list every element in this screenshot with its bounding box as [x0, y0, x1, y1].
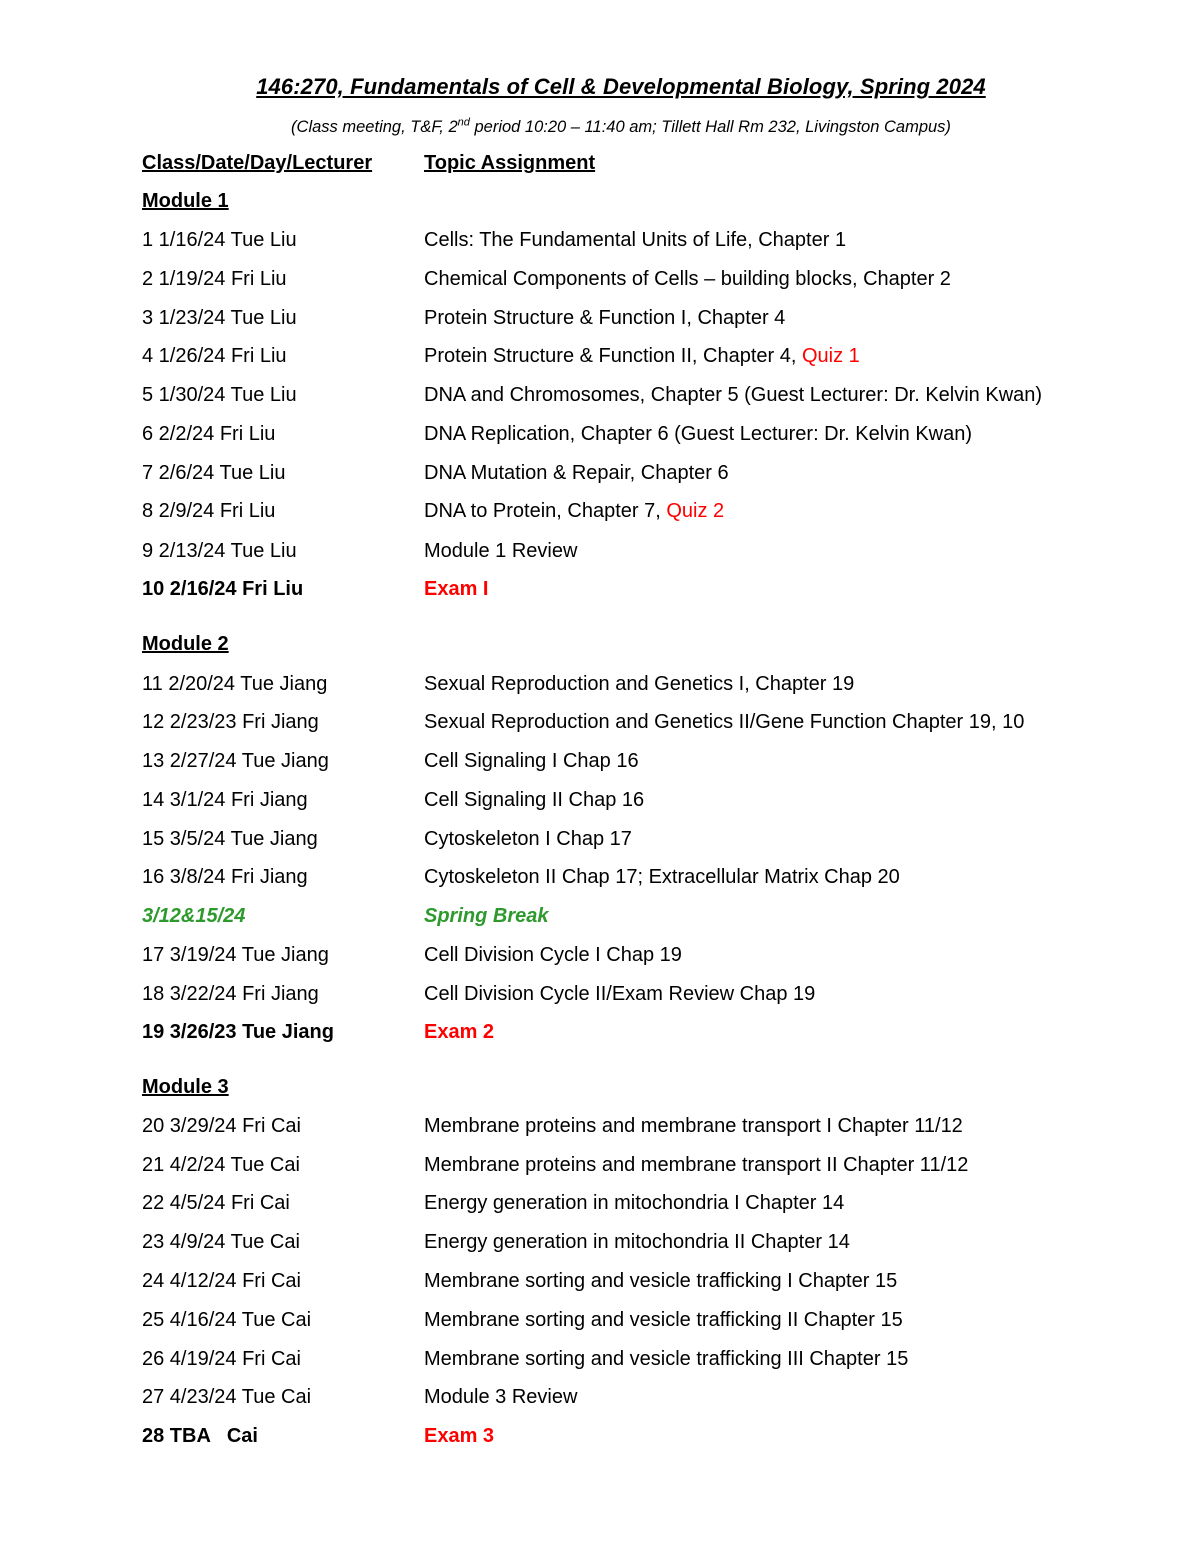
class-date-lecturer: 12 2/23/23 Fri Jiang	[142, 711, 319, 733]
subtitle-sup: nd	[457, 116, 470, 129]
topic-assignment: Membrane proteins and membrane transport II Chapter 11/12	[424, 1154, 969, 1176]
class-date-lecturer: 14 3/1/24 Fri Jiang	[142, 789, 308, 811]
topic-assignment: Cell Signaling I Chap 16	[424, 750, 639, 772]
document-title: 146:270, Fundamentals of Cell & Developmental Biology, Spring 2024	[256, 74, 986, 99]
class-date-lecturer: 7 2/6/24 Tue Liu	[142, 462, 286, 484]
class-date-lecturer: 28 TBA Cai	[142, 1425, 258, 1447]
topic-assignment	[424, 500, 724, 523]
class-date-lecturer: 19 3/26/23 Tue Jiang	[142, 1021, 334, 1043]
topic-assignment: Module 1 Review	[424, 540, 578, 562]
topic-assignment: Module 3 Review	[424, 1386, 578, 1408]
subtitle-post: period 10:20 – 11:40 am; Tillett Hall Rm 232, Livingston Campus)	[469, 118, 951, 136]
class-date-lecturer: 26 4/19/24 Fri Cai	[142, 1348, 301, 1370]
topic-assignment	[424, 345, 860, 368]
class-date-lecturer: 1 1/16/24 Tue Liu	[142, 229, 297, 251]
topic-assignment: Chemical Components of Cells – building blocks, Chapter 2	[424, 268, 951, 290]
topic-assignment: Energy generation in mitochondria I Chapter 14	[424, 1192, 845, 1214]
class-date-lecturer: 17 3/19/24 Tue Jiang	[142, 944, 329, 966]
topic-assignment: DNA and Chromosomes, Chapter 5 (Guest Lecturer: Dr. Kelvin Kwan)	[424, 384, 1043, 406]
class-date-lecturer: 10 2/16/24 Fri Liu	[142, 578, 304, 600]
class-date-lecturer: 18 3/22/24 Fri Jiang	[142, 983, 319, 1005]
exam-label: Exam 3	[424, 1425, 495, 1447]
module-heading-text: Module 3	[142, 1076, 229, 1098]
topic-assignment: DNA Replication, Chapter 6 (Guest Lecturer: Dr. Kelvin Kwan)	[424, 423, 973, 445]
topic-assignment: Cell Division Cycle I Chap 19	[424, 944, 682, 966]
class-date-lecturer: 25 4/16/24 Tue Cai	[142, 1309, 312, 1331]
document-subtitle	[0, 118, 1200, 137]
topic-assignment: Cytoskeleton II Chap 17; Extracellular Matrix Chap 20	[424, 866, 900, 888]
topic-assignment: DNA Mutation & Repair, Chapter 6	[424, 462, 729, 484]
break-label: Spring Break	[424, 905, 549, 927]
module-heading-text: Module 2	[142, 633, 229, 655]
topic-text: Protein Structure & Function II, Chapter 4,	[424, 345, 802, 367]
class-date-lecturer: 9 2/13/24 Tue Liu	[142, 540, 297, 562]
class-date-lecturer: 21 4/2/24 Tue Cai	[142, 1154, 300, 1176]
topic-assignment: Sexual Reproduction and Genetics II/Gene Function Chapter 19, 10	[424, 711, 1025, 733]
module-heading-text: Module 1	[142, 190, 229, 212]
quiz-note: Quiz 2	[666, 500, 725, 522]
class-date-lecturer: 11 2/20/24 Tue Jiang	[142, 673, 328, 695]
class-date-lecturer: 15 3/5/24 Tue Jiang	[142, 828, 318, 850]
topic-assignment: Protein Structure & Function I, Chapter 4	[424, 307, 786, 329]
class-date-lecturer: 3 1/23/24 Tue Liu	[142, 307, 297, 329]
exam-label: Exam I	[424, 578, 489, 600]
quiz-note: Quiz 1	[801, 345, 860, 367]
exam-label: Exam 2	[424, 1021, 495, 1043]
subtitle-pre: (Class meeting, T&F, 2	[291, 118, 458, 136]
topic-assignment: Cytoskeleton I Chap 17	[424, 828, 632, 850]
topic-assignment: Membrane sorting and vesicle trafficking I Chapter 15	[424, 1270, 898, 1292]
class-date-lecturer: 23 4/9/24 Tue Cai	[142, 1231, 300, 1253]
class-date-lecturer: 22 4/5/24 Fri Cai	[142, 1192, 290, 1214]
break-dates: 3/12&15/24	[142, 905, 246, 927]
topic-assignment: Membrane proteins and membrane transport I Chapter 11/12	[424, 1115, 963, 1137]
class-date-lecturer: 13 2/27/24 Tue Jiang	[142, 750, 329, 772]
topic-assignment: Sexual Reproduction and Genetics I, Chapter 19	[424, 673, 855, 695]
class-date-lecturer: 6 2/2/24 Fri Liu	[142, 423, 276, 445]
topic-assignment: Cells: The Fundamental Units of Life, Chapter 1	[424, 229, 847, 251]
class-date-lecturer: 27 4/23/24 Tue Cai	[142, 1386, 312, 1408]
class-date-lecturer: 2 1/19/24 Fri Liu	[142, 268, 287, 290]
column-header-class: Class/Date/Day/Lecturer	[142, 152, 373, 174]
class-date-lecturer: 20 3/29/24 Fri Cai	[142, 1115, 301, 1137]
class-date-lecturer: 16 3/8/24 Fri Jiang	[142, 866, 308, 888]
topic-assignment: Membrane sorting and vesicle trafficking II Chapter 15	[424, 1309, 903, 1331]
column-header-topic: Topic Assignment	[424, 152, 596, 174]
class-date-lecturer: 5 1/30/24 Tue Liu	[142, 384, 297, 406]
topic-text: DNA to Protein, Chapter 7,	[424, 500, 667, 522]
topic-assignment: Cell Division Cycle II/Exam Review Chap 19	[424, 983, 816, 1005]
class-date-lecturer: 4 1/26/24 Fri Liu	[142, 345, 287, 367]
topic-assignment: Energy generation in mitochondria II Chapter 14	[424, 1231, 850, 1253]
class-date-lecturer: 24 4/12/24 Fri Cai	[142, 1270, 301, 1292]
topic-assignment: Membrane sorting and vesicle trafficking III Chapter 15	[424, 1348, 909, 1370]
class-date-lecturer: 8 2/9/24 Fri Liu	[142, 500, 276, 522]
topic-assignment: Cell Signaling II Chap 16	[424, 789, 645, 811]
